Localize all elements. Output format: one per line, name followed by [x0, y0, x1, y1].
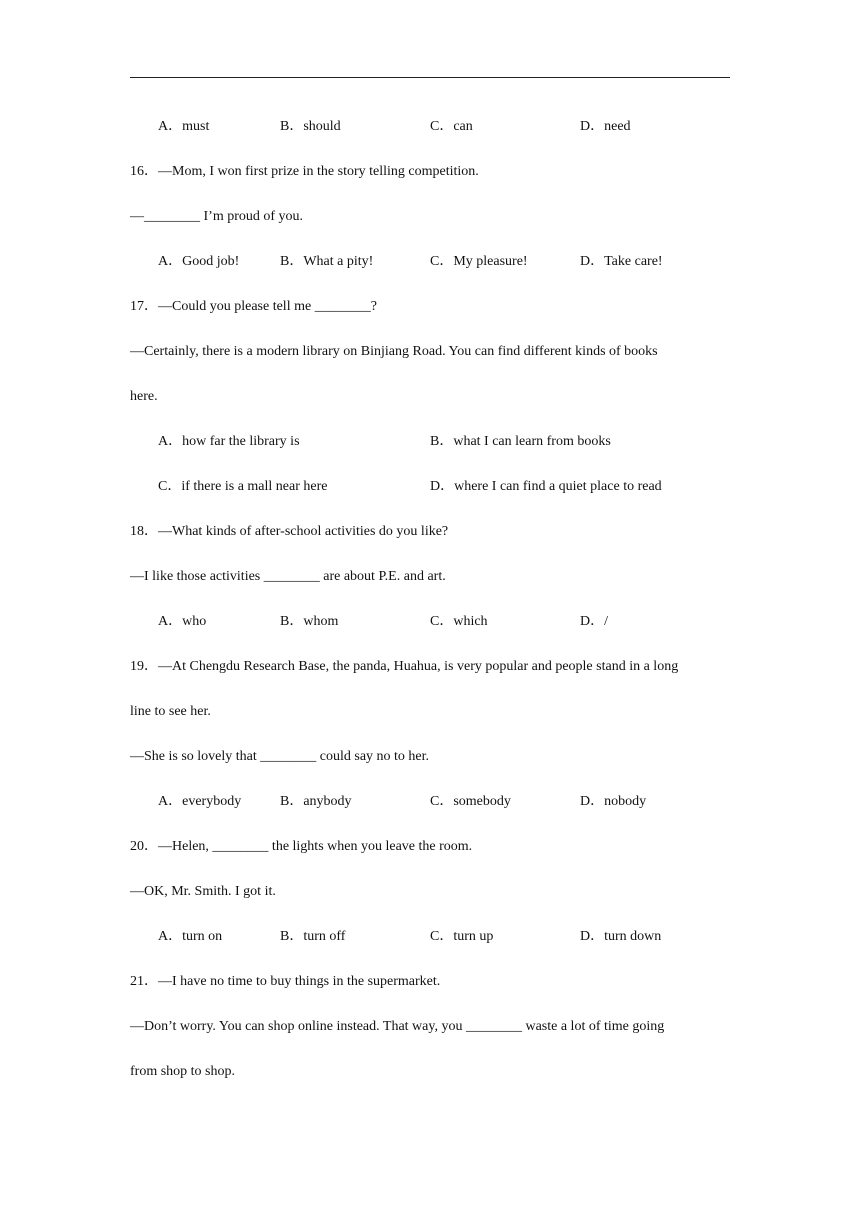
q19-option-c[interactable]: C．somebody: [430, 794, 511, 809]
q21-reply-line1: —Don’t worry. You can shop online instead. That way, you ________ waste a lot of time going: [130, 1019, 665, 1034]
q16-option-c[interactable]: C．My pleasure!: [430, 254, 528, 269]
q21-prompt: 21．—I have no time to buy things in the supermarket.: [130, 974, 441, 989]
q19-prompt-line1: 19．—At Chengdu Research Base, the panda, Huahua, is very popular and people stand in a long: [130, 659, 679, 674]
q19-prompt-line2: line to see her.: [130, 704, 211, 719]
q21-reply-line2: from shop to shop.: [130, 1064, 235, 1079]
q20-option-b[interactable]: B．turn off: [280, 929, 346, 944]
q20-options: [158, 928, 738, 946]
q15-option-d[interactable]: D．need: [580, 119, 631, 134]
header-rule: [130, 77, 730, 78]
q15-options: [158, 118, 738, 136]
q18-option-a[interactable]: A．who: [158, 614, 207, 629]
q19-options: [158, 793, 738, 811]
q20-option-a[interactable]: A．turn on: [158, 929, 223, 944]
q15-option-a[interactable]: A．must: [158, 119, 210, 134]
q19-option-d[interactable]: D．nobody: [580, 794, 647, 809]
q18-option-d[interactable]: D．/: [580, 614, 608, 629]
q17-option-c[interactable]: C．if there is a mall near here: [158, 479, 328, 494]
q20-reply: —OK, Mr. Smith. I got it.: [130, 884, 276, 899]
q16-option-a[interactable]: A．Good job!: [158, 254, 240, 269]
q16-option-b[interactable]: B．What a pity!: [280, 254, 374, 269]
q16-reply: —________ I’m proud of you.: [130, 209, 304, 224]
q17-option-b[interactable]: B．what I can learn from books: [430, 434, 611, 449]
q19-option-b[interactable]: B．anybody: [280, 794, 352, 809]
q17-options-row1: [158, 433, 738, 451]
q17-options-row2: [158, 478, 738, 496]
q18-reply: —I like those activities ________ are about P.E. and art.: [130, 569, 446, 584]
q17-option-a[interactable]: A．how far the library is: [158, 434, 300, 449]
q16-option-d[interactable]: D．Take care!: [580, 254, 663, 269]
q19-reply: —She is so lovely that ________ could say no to her.: [130, 749, 430, 764]
q17-option-d[interactable]: D．where I can find a quiet place to read: [430, 479, 662, 494]
q15-option-c[interactable]: C．can: [430, 119, 473, 134]
q20-option-d[interactable]: D．turn down: [580, 929, 662, 944]
q19-option-a[interactable]: A．everybody: [158, 794, 242, 809]
q17-prompt: 17．—Could you please tell me ________?: [130, 299, 377, 314]
q18-options: [158, 613, 738, 631]
q16-prompt: 16．—Mom, I won first prize in the story telling competition.: [130, 164, 479, 179]
q17-reply-line2: here.: [130, 389, 158, 404]
q16-options: [158, 253, 738, 271]
q15-option-b[interactable]: B．should: [280, 119, 341, 134]
q18-option-b[interactable]: B．whom: [280, 614, 339, 629]
q20-prompt: 20．—Helen, ________ the lights when you leave the room.: [130, 839, 473, 854]
q18-prompt: 18．—What kinds of after-school activities do you like?: [130, 524, 449, 539]
q20-option-c[interactable]: C．turn up: [430, 929, 494, 944]
q18-option-c[interactable]: C．which: [430, 614, 488, 629]
q17-reply-line1: —Certainly, there is a modern library on Binjiang Road. You can find different kinds of books: [130, 344, 658, 359]
